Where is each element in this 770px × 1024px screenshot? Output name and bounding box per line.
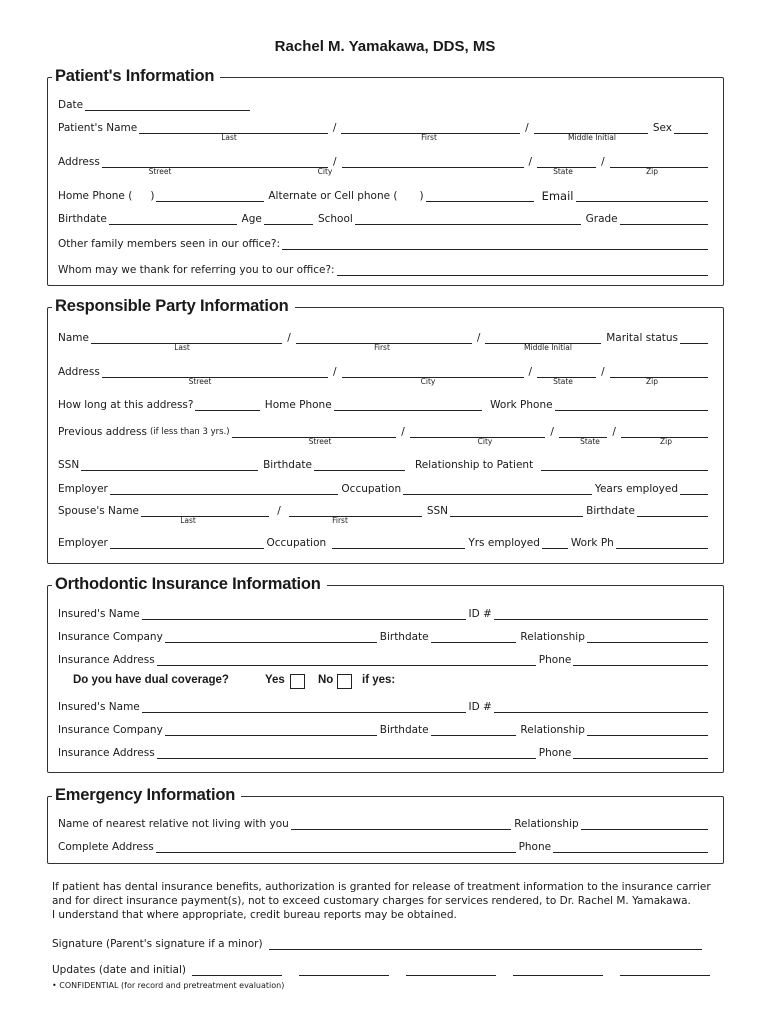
email-label: Email: [541, 189, 574, 203]
id-2-label: ID #: [468, 701, 492, 713]
yes-label: Yes: [265, 674, 285, 686]
employer-row: [58, 481, 710, 495]
emergency-relationship-field[interactable]: [581, 820, 708, 830]
spouse-first-field[interactable]: [289, 507, 422, 517]
rp-phone-row: [58, 397, 710, 411]
insurance-company-2-field[interactable]: [165, 726, 377, 736]
referral-label: Whom may we thank for referring you to our office?:: [58, 264, 335, 276]
city-caption: City: [317, 167, 333, 176]
insured-name-label: Insured's Name: [58, 608, 140, 620]
occupation-label: Occupation: [341, 483, 402, 495]
rp-street-field[interactable]: [102, 368, 328, 378]
insurance-company-row: [58, 629, 710, 643]
alt-phone-label: Alternate or Cell phone (: [268, 190, 398, 202]
family-label: Other family members seen in our office?:: [58, 238, 281, 250]
school-field[interactable]: [355, 215, 581, 225]
work-ph-field[interactable]: [616, 539, 708, 549]
insured-birthdate-field[interactable]: [431, 633, 517, 643]
marital-field[interactable]: [680, 334, 708, 344]
dual-coverage-row: [58, 674, 710, 690]
patient-name-row: Patient's Name / / Sex: [58, 120, 710, 134]
grade-field[interactable]: [620, 215, 708, 225]
rp-name-row: Name / / Marital status: [58, 330, 710, 344]
insured-relationship-2-field[interactable]: [587, 726, 708, 736]
insurance-company-2-label: Insurance Company: [58, 724, 163, 736]
rp-home-phone-field[interactable]: [334, 401, 482, 411]
ssn-label: SSN: [58, 459, 80, 471]
emergency-relationship-label: Relationship: [514, 818, 579, 830]
spouse-ssn-label: SSN: [426, 505, 449, 517]
insured-birthdate-2-label: Birthdate: [379, 724, 429, 736]
ssn-row: [58, 457, 710, 471]
employer-label: Employer: [58, 483, 108, 495]
spouse-employer-row: [58, 535, 710, 549]
email-field[interactable]: [576, 192, 709, 202]
insured-relationship-label: Relationship: [520, 631, 585, 643]
yrs-employed-label: Yrs employed: [468, 537, 540, 549]
update-field-3[interactable]: [406, 966, 496, 976]
age-label: Age: [241, 213, 262, 225]
rp-birthdate-field[interactable]: [314, 461, 405, 471]
relative-row: [58, 816, 710, 830]
insurance-address-2-row: [58, 745, 710, 759]
insured-name-2-row: [58, 699, 710, 713]
insurance-phone-field[interactable]: [573, 656, 708, 666]
insurance-section-title: Orthodontic Insurance Information: [52, 574, 327, 594]
relative-label: Name of nearest relative not living with you: [58, 818, 289, 830]
birthdate-label: Birthdate: [58, 213, 107, 225]
relationship-label: Relationship to Patient: [414, 459, 534, 471]
referral-row: [58, 262, 710, 276]
rp-state-caption: State: [553, 377, 573, 386]
spouse-last-caption: Last: [180, 516, 196, 525]
sex-label: Sex: [652, 122, 672, 134]
rp-work-phone-field[interactable]: [555, 401, 708, 411]
spouse-row: Spouse's Name / SSN Birthdate: [58, 503, 710, 517]
insurance-address-2-label: Insurance Address: [58, 747, 155, 759]
emergency-section: [47, 796, 724, 864]
rp-work-phone-label: Work Phone: [490, 399, 553, 411]
zip-field[interactable]: [610, 158, 708, 168]
insured-birthdate-2-field[interactable]: [431, 726, 517, 736]
ssn-field[interactable]: [81, 461, 258, 471]
previous-address-row: Previous address (if less than 3 yrs.) / / /: [58, 424, 710, 438]
prev-street-caption: Street: [308, 437, 332, 446]
no-label: No: [318, 674, 334, 686]
home-phone-field[interactable]: [156, 192, 264, 202]
update-field-2[interactable]: [299, 966, 389, 976]
marital-label: Marital status: [606, 332, 679, 344]
family-row: [58, 236, 710, 250]
insured-name-2-label: Insured's Name: [58, 701, 140, 713]
complete-address-row: [58, 839, 710, 853]
insured-relationship-2-label: Relationship: [520, 724, 585, 736]
signature-row: [52, 936, 704, 950]
date-label: Date: [58, 99, 84, 111]
rp-zip-field[interactable]: [610, 368, 708, 378]
how-long-field[interactable]: [195, 401, 259, 411]
spouse-last-field[interactable]: [141, 507, 269, 517]
first-caption: First: [421, 133, 437, 142]
emergency-section-title: Emergency Information: [52, 785, 241, 805]
previous-address-label: Previous address: [58, 426, 147, 438]
rp-home-phone-label: Home Phone: [264, 399, 332, 411]
rp-street-caption: Street: [188, 377, 212, 386]
spouse-ssn-field[interactable]: [450, 507, 583, 517]
rp-first-caption: First: [374, 343, 390, 352]
spouse-first-caption: First: [332, 516, 348, 525]
insurance-address-label: Insurance Address: [58, 654, 155, 666]
insurance-company-2-row: [58, 722, 710, 736]
dual-coverage-question: Do you have dual coverage?: [73, 674, 229, 686]
yes-checkbox[interactable]: [290, 674, 305, 689]
address-label: Address: [58, 156, 100, 168]
work-ph-label: Work Ph: [570, 537, 614, 549]
yrs-employed-field[interactable]: [542, 539, 568, 549]
complete-address-label: Complete Address: [58, 841, 154, 853]
update-field-4[interactable]: [513, 966, 603, 976]
authorization-text: [52, 880, 722, 922]
middle-caption: Middle Initial: [568, 133, 616, 142]
employer-field[interactable]: [110, 485, 339, 495]
spouse-label: Spouse's Name: [58, 505, 140, 517]
relative-field[interactable]: [291, 820, 511, 830]
update-field-1[interactable]: [192, 966, 282, 976]
id-2-field[interactable]: [494, 703, 708, 713]
referral-field[interactable]: [337, 266, 708, 276]
rp-zip-caption: Zip: [646, 377, 658, 386]
emergency-phone-label: Phone: [518, 841, 552, 853]
updates-label: Updates (date and initial): [52, 964, 187, 976]
patient-section-title: Patient's Information: [52, 66, 220, 86]
state-caption: State: [553, 167, 573, 176]
date-field[interactable]: [85, 101, 250, 111]
insurance-company-field[interactable]: [165, 633, 377, 643]
insured-relationship-field[interactable]: [587, 633, 708, 643]
prev-city-caption: City: [477, 437, 493, 446]
age-field[interactable]: [264, 215, 313, 225]
patient-name-label: Patient's Name: [58, 122, 138, 134]
insurance-address-field[interactable]: [157, 656, 536, 666]
insurance-phone-2-field[interactable]: [573, 749, 708, 759]
auth-line-2: and for direct insurance payment(s), not to exceed customary charges for services rendered, to Dr. Rachel M. Yamakawa.: [52, 895, 691, 907]
insured-name-field[interactable]: [142, 610, 466, 620]
relationship-field[interactable]: [541, 461, 708, 471]
spouse-occupation-field[interactable]: [332, 539, 465, 549]
insurance-company-label: Insurance Company: [58, 631, 163, 643]
updates-row: [52, 962, 712, 976]
family-field[interactable]: [282, 240, 708, 250]
complete-address-field[interactable]: [156, 843, 516, 853]
rp-city-caption: City: [420, 377, 436, 386]
grade-label: Grade: [585, 213, 618, 225]
insurance-address-2-field[interactable]: [157, 749, 536, 759]
confidential-note: • CONFIDENTIAL (for record and pretreatment evaluation): [52, 981, 285, 990]
spouse-occupation-label: Occupation: [266, 537, 327, 549]
patient-address-row: Address / / /: [58, 154, 710, 168]
phone-row: Home Phone ( ) Alternate or Cell phone ( ) Email: [58, 188, 710, 202]
rp-address-label: Address: [58, 366, 100, 378]
rp-middle-caption: Middle Initial: [524, 343, 572, 352]
last-caption: Last: [221, 133, 237, 142]
prev-state-caption: State: [580, 437, 600, 446]
practice-title: Rachel M. Yamakawa, DDS, MS: [274, 38, 496, 55]
spouse-birthdate-field[interactable]: [637, 507, 708, 517]
auth-line-3: I understand that where appropriate, credit bureau reports may be obtained.: [52, 909, 457, 921]
update-field-5[interactable]: [620, 966, 710, 976]
occupation-field[interactable]: [403, 485, 592, 495]
city-field[interactable]: [342, 158, 524, 168]
rp-birthdate-label: Birthdate: [263, 459, 312, 471]
home-phone-label: Home Phone (: [58, 190, 133, 202]
spouse-employer-field[interactable]: [110, 539, 264, 549]
insurance-phone-2-label: Phone: [538, 747, 572, 759]
rp-name-label: Name: [58, 332, 89, 344]
signature-field[interactable]: [269, 940, 702, 950]
zip-caption: Zip: [646, 167, 658, 176]
rp-last-caption: Last: [174, 343, 190, 352]
alt-phone-field[interactable]: [426, 192, 534, 202]
how-long-label: How long at this address?: [58, 399, 194, 411]
school-label: School: [317, 213, 353, 225]
id-label: ID #: [468, 608, 492, 620]
insurance-phone-label: Phone: [538, 654, 572, 666]
street-field[interactable]: [102, 158, 328, 168]
prev-zip-caption: Zip: [660, 437, 672, 446]
no-checkbox[interactable]: [337, 674, 352, 689]
auth-line-1: If patient has dental insurance benefits, authorization is granted for release of treatment information to the insurance carrier: [52, 881, 711, 893]
emergency-phone-field[interactable]: [553, 843, 708, 853]
spouse-employer-label: Employer: [58, 537, 108, 549]
previous-address-note: (if less than 3 yrs.): [149, 427, 230, 437]
insurance-address-row: [58, 652, 710, 666]
signature-label: Signature (Parent's signature if a minor): [52, 938, 263, 950]
id-field[interactable]: [494, 610, 708, 620]
responsible-section-title: Responsible Party Information: [52, 296, 295, 316]
years-employed-field[interactable]: [680, 485, 708, 495]
if-yes-label: if yes:: [362, 674, 396, 686]
years-employed-label: Years employed: [594, 483, 678, 495]
date-row: [58, 97, 252, 111]
street-caption: Street: [148, 167, 172, 176]
insured-name-2-field[interactable]: [142, 703, 466, 713]
rp-address-row: Address / / /: [58, 364, 710, 378]
birthdate-field[interactable]: [109, 215, 237, 225]
insured-birthdate-label: Birthdate: [379, 631, 429, 643]
insured-name-row: [58, 606, 710, 620]
spouse-birthdate-label: Birthdate: [586, 505, 635, 517]
birthdate-row: [58, 211, 710, 225]
sex-field[interactable]: [674, 124, 708, 134]
